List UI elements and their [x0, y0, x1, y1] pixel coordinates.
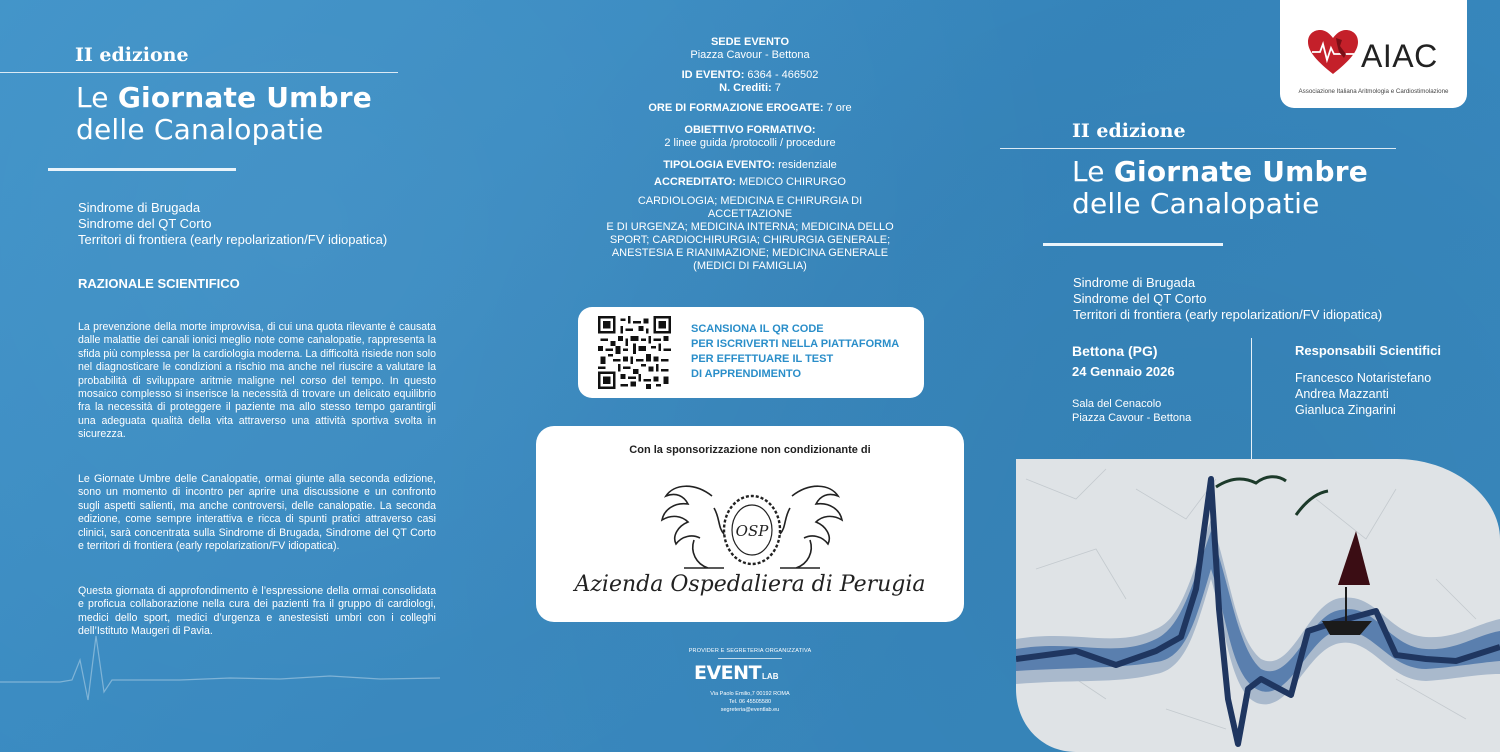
obiettivo-value: 2 linee guida /protocolli / procedure [664, 137, 836, 149]
qr-instructions: SCANSIONA IL QR CODE PER ISCRIVERTI NELLA PIATTAFORMA PER EFFETTUARE IL TEST DI APPRENDIMENTO [691, 323, 900, 380]
crest-monogram: OSP [735, 522, 769, 540]
resp-item: Francesco Notaristefano [1295, 371, 1432, 385]
title-underline-right [1043, 243, 1223, 246]
divider-left-top [0, 72, 398, 73]
sponsor-card [536, 426, 964, 622]
provider-address: Via Paolo Emilio,7 00192 ROMA Tel. 06 45505580 segreteria@eventlab.eu [710, 691, 790, 713]
crediti: N. Crediti: 7 [719, 82, 781, 94]
hospital-crest-icon [654, 478, 850, 578]
title-line-1: Le Giornate Umbre [1072, 155, 1368, 188]
syndrome-item: Territori di frontiera (early repolarization/FV idiopatica) [1073, 307, 1383, 322]
obiettivo-label: OBIETTIVO FORMATIVO: [684, 124, 816, 136]
section-title-razionale: RAZIONALE SCIENTIFICO [78, 276, 240, 291]
title-line-2: delle Canalopatie [76, 113, 324, 146]
sponsor-name: Azienda Ospedaliera di Perugia [574, 572, 926, 597]
divider-right-top [1000, 148, 1396, 149]
ecg-artwork-image [1016, 459, 1500, 752]
paragraph-1: La prevenzione della morte improvvisa, di cui una quota rilevante è causata dalle malattie dei canali ionici meglio note come canalopatie, rappresenta la sfida più complessa per la cardiologia moderna. La difficoltà risiede non solo nel diagnosticare le condizioni a rischio ma anche nel riuscire a valutare la probabilità di sviluppare aritmie maligne nel corso del tempo. In questo mosaico complesso si inserisce la necessità di trovare un delicato equilibrio fra la necessità di proteggere il paziente ma allo stesso tempo garantirgli una adeguata qualità della vita attraverso una attività sportiva svolta in sicurezza. [78, 321, 436, 441]
title-line-2: delle Canalopatie [1072, 187, 1320, 220]
edition-label-right: II edizione [1072, 120, 1186, 142]
resp-item: Gianluca Zingarini [1295, 403, 1396, 417]
title-underline-left [48, 168, 236, 171]
sede-value: Piazza Cavour - Bettona [690, 49, 810, 61]
vertical-divider [1251, 338, 1252, 460]
event-title-left [76, 82, 372, 146]
qr-code-icon[interactable] [598, 316, 671, 389]
event-date: 24 Gennaio 2026 [1072, 364, 1175, 379]
event-title-right [1072, 156, 1368, 220]
title-line-1: Le Giornate Umbre [76, 81, 372, 114]
aiac-subtitle: Associazione Italiana Aritmologia e Cardiostimolazione [1298, 88, 1449, 95]
syndrome-list-left [78, 200, 387, 248]
sede-label: SEDE EVENTO [710, 36, 790, 48]
aiac-logo-card [1280, 0, 1467, 108]
accreditato: ACCREDITATO: MEDICO CHIRURGO [654, 176, 846, 188]
event-venue: Sala del Cenacolo Piazza Cavour - Bettona [1072, 398, 1192, 424]
tipologia: TIPOLOGIA EVENTO: residenziale [663, 159, 837, 171]
sponsor-title: Con la sponsorizzazione non condizionante di [629, 444, 871, 456]
id-evento: ID EVENTO: 6364 - 466502 [681, 69, 819, 81]
resp-title: Responsabili Scientifici [1295, 343, 1441, 358]
aiac-wordmark: AIAC [1361, 38, 1438, 74]
provider-divider [718, 658, 782, 659]
syndrome-item: Sindrome di Brugada [78, 200, 201, 215]
ecg-decoration-left [0, 630, 440, 710]
resp-list [1295, 370, 1431, 418]
disciplines-list: CARDIOLOGIA; MEDICINA E CHIRURGIA DI ACCETTAZIONE E DI URGENZA; MEDICINA INTERNA; MEDICINA DELLO SPORT; CARDIOCHIRURGIA; CHIRURGIA GENERALE; ANESTESIA E RIANIMAZIONE; MEDICINA GENERALE (MEDICI DI FAMIGLIA) [606, 195, 894, 272]
resp-item: Andrea Mazzanti [1295, 387, 1389, 401]
qr-card[interactable] [578, 307, 924, 398]
syndrome-list-right [1073, 275, 1382, 323]
provider-label: PROVIDER E SEGRETERIA ORGANIZZATIVA [688, 648, 812, 654]
ore-formazione: ORE DI FORMAZIONE EROGATE: 7 ore [648, 102, 852, 114]
paragraph-2: Le Giornate Umbre delle Canalopatie, ormai giunte alla seconda edizione, sono un momento di incontro per aprire una discussione e un confronto sugli aspetti salienti, ma anche controversi, delle canalopatie. La seconda edizione, come sempre interattiva e ricca di spunti pratici attraverso casi clinici, sarà concentrata sulla Sindrome di Brugada, Sindrome del QT Corto e territori di frontiera (early repolarization/FV idiopatica). [78, 473, 436, 553]
event-place: Bettona (PG) [1072, 343, 1158, 359]
syndrome-item: Sindrome di Brugada [1073, 275, 1196, 290]
edition-label-left: II edizione [75, 44, 189, 66]
syndrome-item: Sindrome del QT Corto [1073, 291, 1207, 306]
syndrome-item: Territori di frontiera (early repolarization/FV idiopatica) [78, 232, 388, 247]
event-info-block [600, 36, 900, 273]
syndrome-item: Sindrome del QT Corto [78, 216, 212, 231]
eventlab-logo: EVENTLAB [694, 662, 779, 684]
paragraph-3: Questa giornata di approfondimento è l’espressione della ormai consolidata e proficua collaborazione nella cura dei pazienti fra il gruppo di cardiologi, medici dello sport, medici d’urgenza e anestesisti umbri con i colleghi dell’Istituto Maugeri di Pavia. [78, 585, 436, 638]
heart-italy-icon [1308, 30, 1358, 76]
